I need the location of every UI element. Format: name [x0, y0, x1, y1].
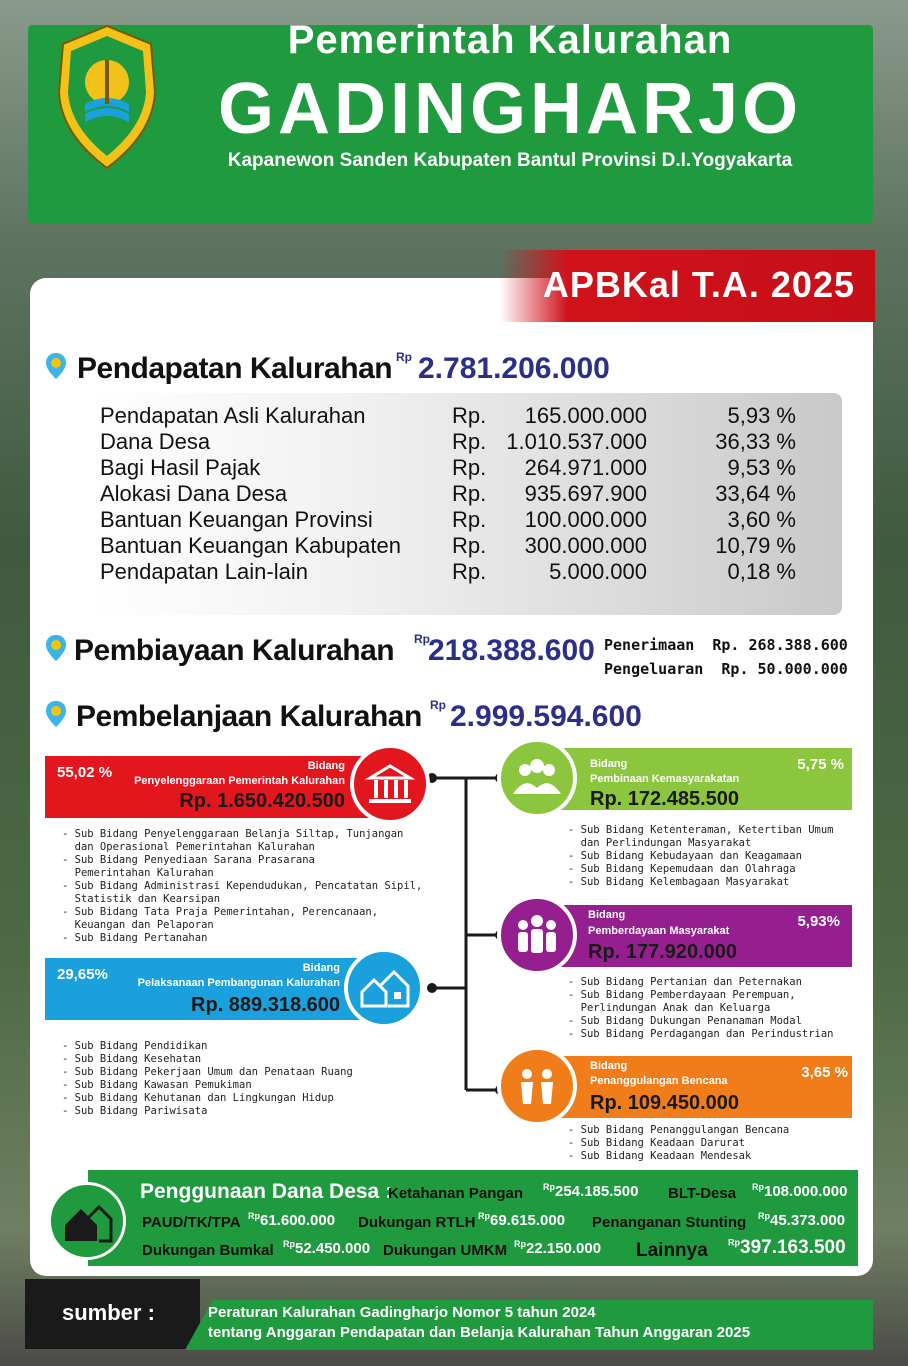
dana-desa-item-label: Dukungan Bumkal — [142, 1242, 274, 1259]
dana-desa-item-amount: $^{Rp}$108.000.000 — [752, 1182, 848, 1200]
sub-bidang-item: - Sub Bidang Pariwisata — [62, 1105, 208, 1117]
sub-bidang-item: Pemerintahan Kalurahan — [62, 867, 214, 879]
bidang-percentage: 5,75 % — [797, 756, 844, 773]
bidang-card-pelaksanaan — [45, 958, 390, 1020]
pendapatan-title: Pendapatan Kalurahan — [77, 352, 393, 385]
currency-label: Rp. — [452, 507, 487, 532]
apbkal-banner: APBKal T.A. 2025 — [500, 250, 875, 322]
revenue-row — [100, 481, 820, 507]
revenue-percentage: 9,53 % — [727, 455, 796, 480]
sub-bidang-item: - Sub Bidang Keadaan Mendesak — [568, 1150, 752, 1162]
header-title: Pemerintah Kalurahan — [287, 18, 733, 62]
revenue-amount: 300.000.000 — [524, 533, 647, 558]
sub-bidang-item: - Sub Bidang Pertanian dan Peternakan — [568, 976, 802, 988]
bidang-name: Penyelenggaraan Pemerintah Kalurahan — [134, 775, 345, 787]
house-village-icon — [48, 1182, 126, 1260]
pembelanjaan-title: Pembelanjaan Kalurahan — [76, 700, 422, 733]
bidang-name: Pelaksanaan Pembangunan Kalurahan — [137, 977, 340, 989]
pengeluaran-text: Pengeluaran Rp. 50.000.000 — [604, 660, 848, 678]
revenue-percentage: 36,33 % — [715, 429, 796, 454]
dana-desa-item-amount: $^{Rp}$254.185.500 — [543, 1182, 639, 1200]
village-houses-icon — [344, 948, 424, 1028]
revenue-source-name: Dana Desa — [100, 429, 211, 454]
pembiayaan-rp-label: Rp — [414, 632, 430, 646]
revenue-amount: 100.000.000 — [524, 507, 647, 532]
bidang-name: Pemberdayaan Masyarakat — [588, 925, 730, 937]
bidang-subs-pembinaan — [568, 824, 834, 889]
sub-bidang-item: - Sub Bidang Kehutanan dan Lingkungan Hidup — [62, 1092, 334, 1104]
sub-bidang-item: - Sub Bidang Kebudayaan dan Keagamaan — [568, 850, 802, 862]
bidang-name: Pembinaan Kemasyarakatan — [590, 773, 740, 785]
sub-bidang-item: - Sub Bidang Pendidikan — [62, 1040, 208, 1052]
source-text — [208, 1303, 750, 1343]
dana-desa-item-label: BLT-Desa — [668, 1185, 737, 1202]
revenue-row — [100, 455, 820, 481]
bidang-label: Bidang — [590, 758, 628, 770]
pembiayaan-title: Pembiayaan Kalurahan — [74, 634, 395, 667]
regency-emblem-logo — [55, 22, 160, 172]
dana-desa-item-label: Penanganan Stunting — [592, 1214, 747, 1231]
dana-desa-item-label: PAUD/TK/TPA — [142, 1214, 241, 1231]
government-building-icon — [350, 744, 430, 824]
sub-bidang-item: - Sub Bidang Ketenteraman, Ketertiban Umum — [568, 824, 834, 836]
revenue-source-name: Pendapatan Asli Kalurahan — [100, 403, 366, 428]
bidang-subs-pemberdayaan — [568, 976, 834, 1041]
revenue-percentage: 5,93 % — [727, 403, 796, 428]
bidang-amount: Rp. 177.920.000 — [588, 941, 737, 963]
bidang-card-penanggulangan — [540, 1056, 852, 1118]
bidang-card-pembinaan — [540, 748, 852, 810]
location-pin-icon — [44, 634, 68, 662]
bidang-card-pemberdayaan — [540, 905, 852, 967]
bidang-label: Bidang — [307, 760, 345, 772]
source-line-2: tentang Anggaran Pendapatan dan Belanja Kalurahan Tahun Anggaran 2025 — [208, 1324, 751, 1341]
bidang-amount: Rp. 172.485.500 — [590, 788, 739, 810]
currency-label: Rp. — [452, 455, 487, 480]
pembelanjaan-amount: 2.999.594.600 — [450, 700, 642, 733]
dana-desa-item-label: Dukungan RTLH — [358, 1214, 476, 1231]
sub-bidang-item: - Sub Bidang Keadaan Darurat — [568, 1137, 746, 1149]
sub-bidang-item: - Sub Bidang Penyediaan Sarana Prasarana — [62, 854, 315, 866]
revenue-amount: 5.000.000 — [549, 559, 647, 584]
revenue-percentage: 33,64 % — [715, 481, 796, 506]
revenue-source-name: Bagi Hasil Pajak — [100, 455, 261, 480]
pendapatan-amount: 2.781.206.000 — [418, 352, 610, 385]
header-subtitle: Kapanewon Sanden Kabupaten Bantul Provinsi D.I.Yogyakarta — [227, 150, 793, 171]
penerimaan-text: Penerimaan Rp. 268.388.600 — [604, 636, 848, 654]
bidang-card-penyelenggaraan — [45, 756, 390, 818]
dana-desa-item-amount: $^{Rp}$397.163.500 — [728, 1237, 846, 1258]
sub-bidang-item: - Sub Bidang Pemberdayaan Perempuan, — [568, 989, 796, 1001]
sub-bidang-item: Statistik dan Kearsipan — [62, 893, 221, 905]
revenue-percentage: 0,18 % — [727, 559, 796, 584]
revenue-row — [100, 559, 820, 585]
revenue-row — [100, 403, 820, 429]
bidang-amount: Rp. 1.650.420.500 — [179, 790, 345, 812]
bidang-amount: Rp. 109.450.000 — [590, 1092, 739, 1114]
location-pin-icon — [44, 352, 68, 380]
bidang-subs-pelaksanaan — [62, 1040, 353, 1118]
sub-bidang-item: - Sub Bidang Penanggulangan Bencana — [568, 1124, 790, 1136]
bidang-label: Bidang — [302, 962, 340, 974]
sub-bidang-item: - Sub Bidang Dukungan Penanaman Modal — [568, 1015, 802, 1027]
currency-label: Rp. — [452, 559, 487, 584]
dana-desa-title: Penggunaan Dana Desa : — [140, 1180, 393, 1203]
sub-bidang-item: dan Operasional Pemerintahan Kalurahan — [62, 841, 315, 853]
pembelanjaan-rp-label: Rp — [430, 698, 446, 712]
sub-bidang-item: - Sub Bidang Kepemudaan dan Olahraga — [568, 863, 796, 875]
revenue-row — [100, 507, 820, 533]
community-people-icon — [497, 738, 577, 818]
revenue-amount: 165.000.000 — [524, 403, 647, 428]
family-group-icon — [497, 895, 577, 975]
currency-label: Rp. — [452, 429, 487, 454]
bidang-amount: Rp. 889.318.600 — [191, 994, 340, 1016]
source-label: sumber : — [62, 1300, 155, 1325]
bidang-label: Bidang — [590, 1060, 628, 1072]
revenue-percentage: 3,60 % — [727, 507, 796, 532]
dana-desa-item-amount: $^{Rp}$61.600.000 — [248, 1211, 336, 1229]
sub-bidang-item: - Sub Bidang Pertanahan — [62, 932, 208, 944]
sub-bidang-item: - Sub Bidang Administrasi Kependudukan, Pencatatan Sipil, — [62, 880, 423, 892]
revenue-amount: 1.010.537.000 — [506, 429, 647, 454]
bidang-name: Penanggulangan Bencana — [590, 1075, 728, 1087]
sub-bidang-item: - Sub Bidang Perdagangan dan Perindustrian — [568, 1028, 834, 1040]
sub-bidang-item: Keuangan dan Pelaporan — [62, 919, 214, 931]
source-line-1: Peraturan Kalurahan Gadingharjo Nomor 5 tahun 2024 — [208, 1304, 596, 1321]
sub-bidang-item: - Sub Bidang Tata Praja Pemerintahan, Perencanaan, — [62, 906, 379, 918]
bidang-percentage: 3,65 % — [801, 1064, 848, 1081]
location-pin-icon — [44, 700, 68, 728]
dana-desa-item-label: Lainnya — [636, 1240, 708, 1261]
bidang-subs-penyelenggaraan — [62, 828, 422, 945]
sub-bidang-item: dan Perlindungan Masyarakat — [568, 837, 752, 849]
sub-bidang-item: - Sub Bidang Penyelenggaraan Belanja Siltap, Tunjangan — [62, 828, 404, 840]
pendapatan-rp-label: Rp — [396, 350, 412, 364]
sub-bidang-item: - Sub Bidang Kelembagaan Masyarakat — [568, 876, 790, 888]
dana-desa-item-amount: $^{Rp}$45.373.000 — [758, 1211, 846, 1229]
dana-desa-item-amount: $^{Rp}$22.150.000 — [514, 1239, 602, 1257]
dana-desa-item-label: Ketahanan Pangan — [388, 1185, 524, 1202]
revenue-amount: 935.697.900 — [524, 481, 647, 506]
currency-label: Rp. — [452, 481, 487, 506]
revenue-source-name: Bantuan Keuangan Provinsi — [100, 507, 373, 532]
pembiayaan-amount: 218.388.600 — [428, 634, 595, 667]
sub-bidang-item: - Sub Bidang Pekerjaan Umum dan Penataan Ruang — [62, 1066, 353, 1078]
revenue-source-name: Pendapatan Lain-lain — [100, 559, 308, 584]
revenue-row — [100, 429, 820, 455]
dana-desa-item-label: Dukungan UMKM — [383, 1242, 508, 1259]
sub-bidang-item: - Sub Bidang Kesehatan — [62, 1053, 202, 1065]
revenue-source-name: Bantuan Keuangan Kabupaten — [100, 533, 401, 558]
revenue-amount: 264.971.000 — [524, 455, 647, 480]
revenue-row — [100, 533, 820, 559]
bidang-subs-penanggulangan — [568, 1124, 789, 1163]
bidang-percentage: 55,02 % — [57, 764, 113, 781]
rescue-people-icon — [497, 1046, 577, 1126]
currency-label: Rp. — [452, 533, 487, 558]
bidang-percentage: 29,65% — [57, 966, 108, 983]
bidang-label: Bidang — [588, 909, 626, 921]
currency-label: Rp. — [452, 403, 487, 428]
dana-desa-item-amount: $^{Rp}$69.615.000 — [478, 1211, 566, 1229]
village-name: GADINGHARJO — [217, 69, 803, 149]
sub-bidang-item: Perlindungan Anak dan Keluarga — [568, 1002, 771, 1014]
dana-desa-item-amount: $^{Rp}$52.450.000 — [283, 1239, 371, 1257]
revenue-source-name: Alokasi Dana Desa — [100, 481, 288, 506]
sub-bidang-item: - Sub Bidang Kawasan Pemukiman — [62, 1079, 252, 1091]
revenue-percentage: 10,79 % — [715, 533, 796, 558]
bidang-percentage: 5,93% — [797, 913, 840, 930]
